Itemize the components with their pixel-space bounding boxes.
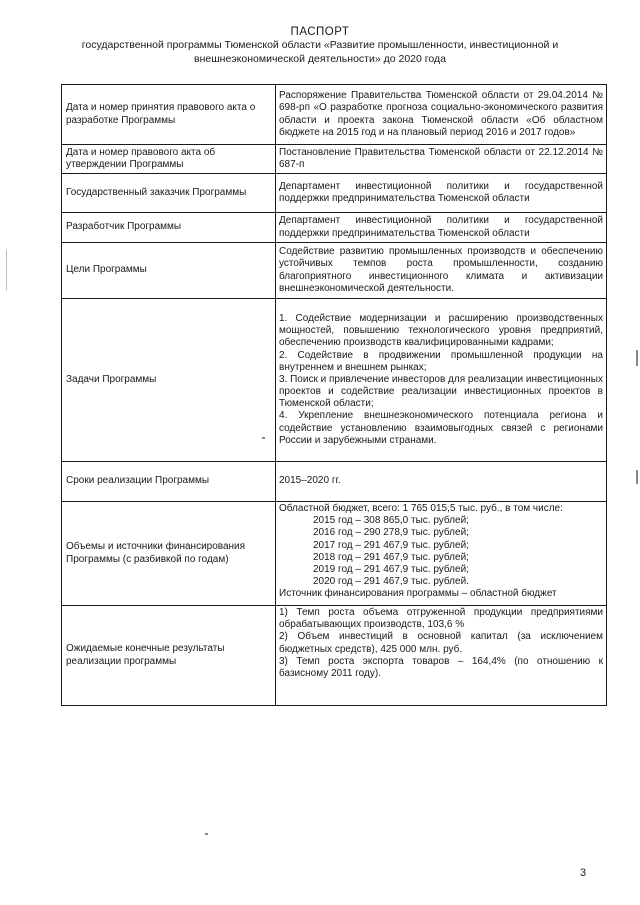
- financing-year-2019: 2019 год – 291 467,9 тыс. рублей;: [313, 563, 469, 575]
- row-label-developer: Разработчик Программы: [62, 213, 276, 243]
- scan-edge-mark: [636, 470, 638, 484]
- scan-edge-mark: [6, 250, 7, 290]
- list-item: 3. Поиск и привлечение инвесторов для реализации инвестиционных проектов и содействие реализации инвестиционных проектов в Тюменской области;: [279, 373, 603, 410]
- row-label-goals: Цели Программы: [62, 243, 276, 299]
- row-value-act-adoption: Распоряжение Правительства Тюменской области от 29.04.2014 № 698-рп «О разработке прогноза социально-экономического развития области и проекта закона Тюменской области «Об областном бюджете на 2015 год и на плановый период 2016 и 2017 годов»: [276, 85, 607, 145]
- row-label-customer: Государственный заказчик Программы: [62, 174, 276, 213]
- page-number: 3: [580, 867, 587, 879]
- row-label-results: Ожидаемые конечные результаты реализации программы: [62, 606, 276, 706]
- list-item: 4. Укрепление внешнеэкономического потенциала региона и содействие установлению взаимовыгодных связей с регионами России и зарубежными странами.: [279, 410, 603, 446]
- passport-table: [61, 84, 607, 706]
- table-row: [62, 174, 607, 213]
- row-value-goals: Содействие развитию промышленных производств и обеспечению устойчивых темпов роста промышленности, созданию благоприятного инвестиционного климата и активизации внешнеэкономической деятельности.: [276, 243, 607, 299]
- list-item: 1) Темп роста объема отгруженной продукции предприятиями обрабатывающих производств, 103,6 %: [279, 607, 603, 631]
- list-item: 2. Содействие в продвижении промышленной продукции на внутреннем и внешнем рынках;: [279, 349, 603, 373]
- list-item: 2) Объем инвестиций в основной капитал (за исключением бюджетных средств), 425 000 млн. руб.: [279, 631, 603, 655]
- row-value-customer: Департамент инвестиционной политики и государственной поддержки предпринимательства Тюменской области: [276, 174, 607, 213]
- row-label-act-adoption: Дата и номер принятия правового акта о разработке Программы: [62, 85, 276, 145]
- table-row: [62, 502, 607, 606]
- list-item: 3) Темп роста экспорта товаров – 164,4% (по отношению к базисному 2011 году).: [279, 655, 603, 679]
- document-title: ПАСПОРТ: [290, 26, 350, 38]
- document-subtitle-line-1: государственной программы Тюменской области «Развитие промышленности, инвестиционной и: [81, 39, 559, 52]
- row-value-results: [276, 606, 607, 706]
- row-label-act-approval: Дата и номер правового акта об утверждении Программы: [62, 145, 276, 174]
- row-value-period: 2015–2020 гг.: [276, 462, 607, 502]
- scan-dot: [205, 833, 208, 835]
- financing-year-2020: 2020 год – 291 467,9 тыс. рублей.: [313, 576, 469, 588]
- row-label-period: Сроки реализации Программы: [62, 462, 276, 502]
- document-subtitle-line-2: внешнеэкономической деятельности» до 2020 года: [194, 52, 446, 65]
- financing-year-2015: 2015 год – 308 865,0 тыс. рублей;: [313, 515, 469, 527]
- list-item: 1. Содействие модернизации и расширению производственных мощностей, повышению технологического уровня предприятий, обеспечению производств квалифицированными кадрами;: [279, 312, 603, 349]
- row-label-financing: Объемы и источники финансирования Программы (с разбивкой по годам): [62, 502, 276, 606]
- financing-source: Источник финансирования программы – областной бюджет: [279, 588, 557, 600]
- row-label-tasks: Задачи Программы: [62, 299, 276, 462]
- row-value-developer: Департамент инвестиционной политики и государственной поддержки предпринимательства Тюменской области: [276, 213, 607, 243]
- financing-year-2018: 2018 год – 291 467,9 тыс. рублей;: [313, 551, 469, 563]
- row-value-tasks: [276, 299, 607, 462]
- scan-edge-mark: [636, 350, 638, 366]
- table-row: [62, 213, 607, 243]
- table-row: [62, 85, 607, 145]
- financing-year-2017: 2017 год – 291 467,9 тыс. рублей;: [313, 539, 469, 551]
- table-row: [62, 145, 607, 174]
- financing-year-2016: 2016 год – 290 278,9 тыс. рублей;: [313, 527, 469, 539]
- row-value-financing: [276, 502, 607, 606]
- table-row: [62, 606, 607, 706]
- document-header: [60, 25, 580, 66]
- table-row: [62, 462, 607, 502]
- row-value-act-approval: Постановление Правительства Тюменской области от 22.12.2014 № 687-п: [276, 145, 607, 174]
- financing-total: Областной бюджет, всего: 1 765 015,5 тыс. руб., в том числе:: [279, 503, 563, 514]
- table-row: [62, 243, 607, 299]
- table-row: [62, 299, 607, 462]
